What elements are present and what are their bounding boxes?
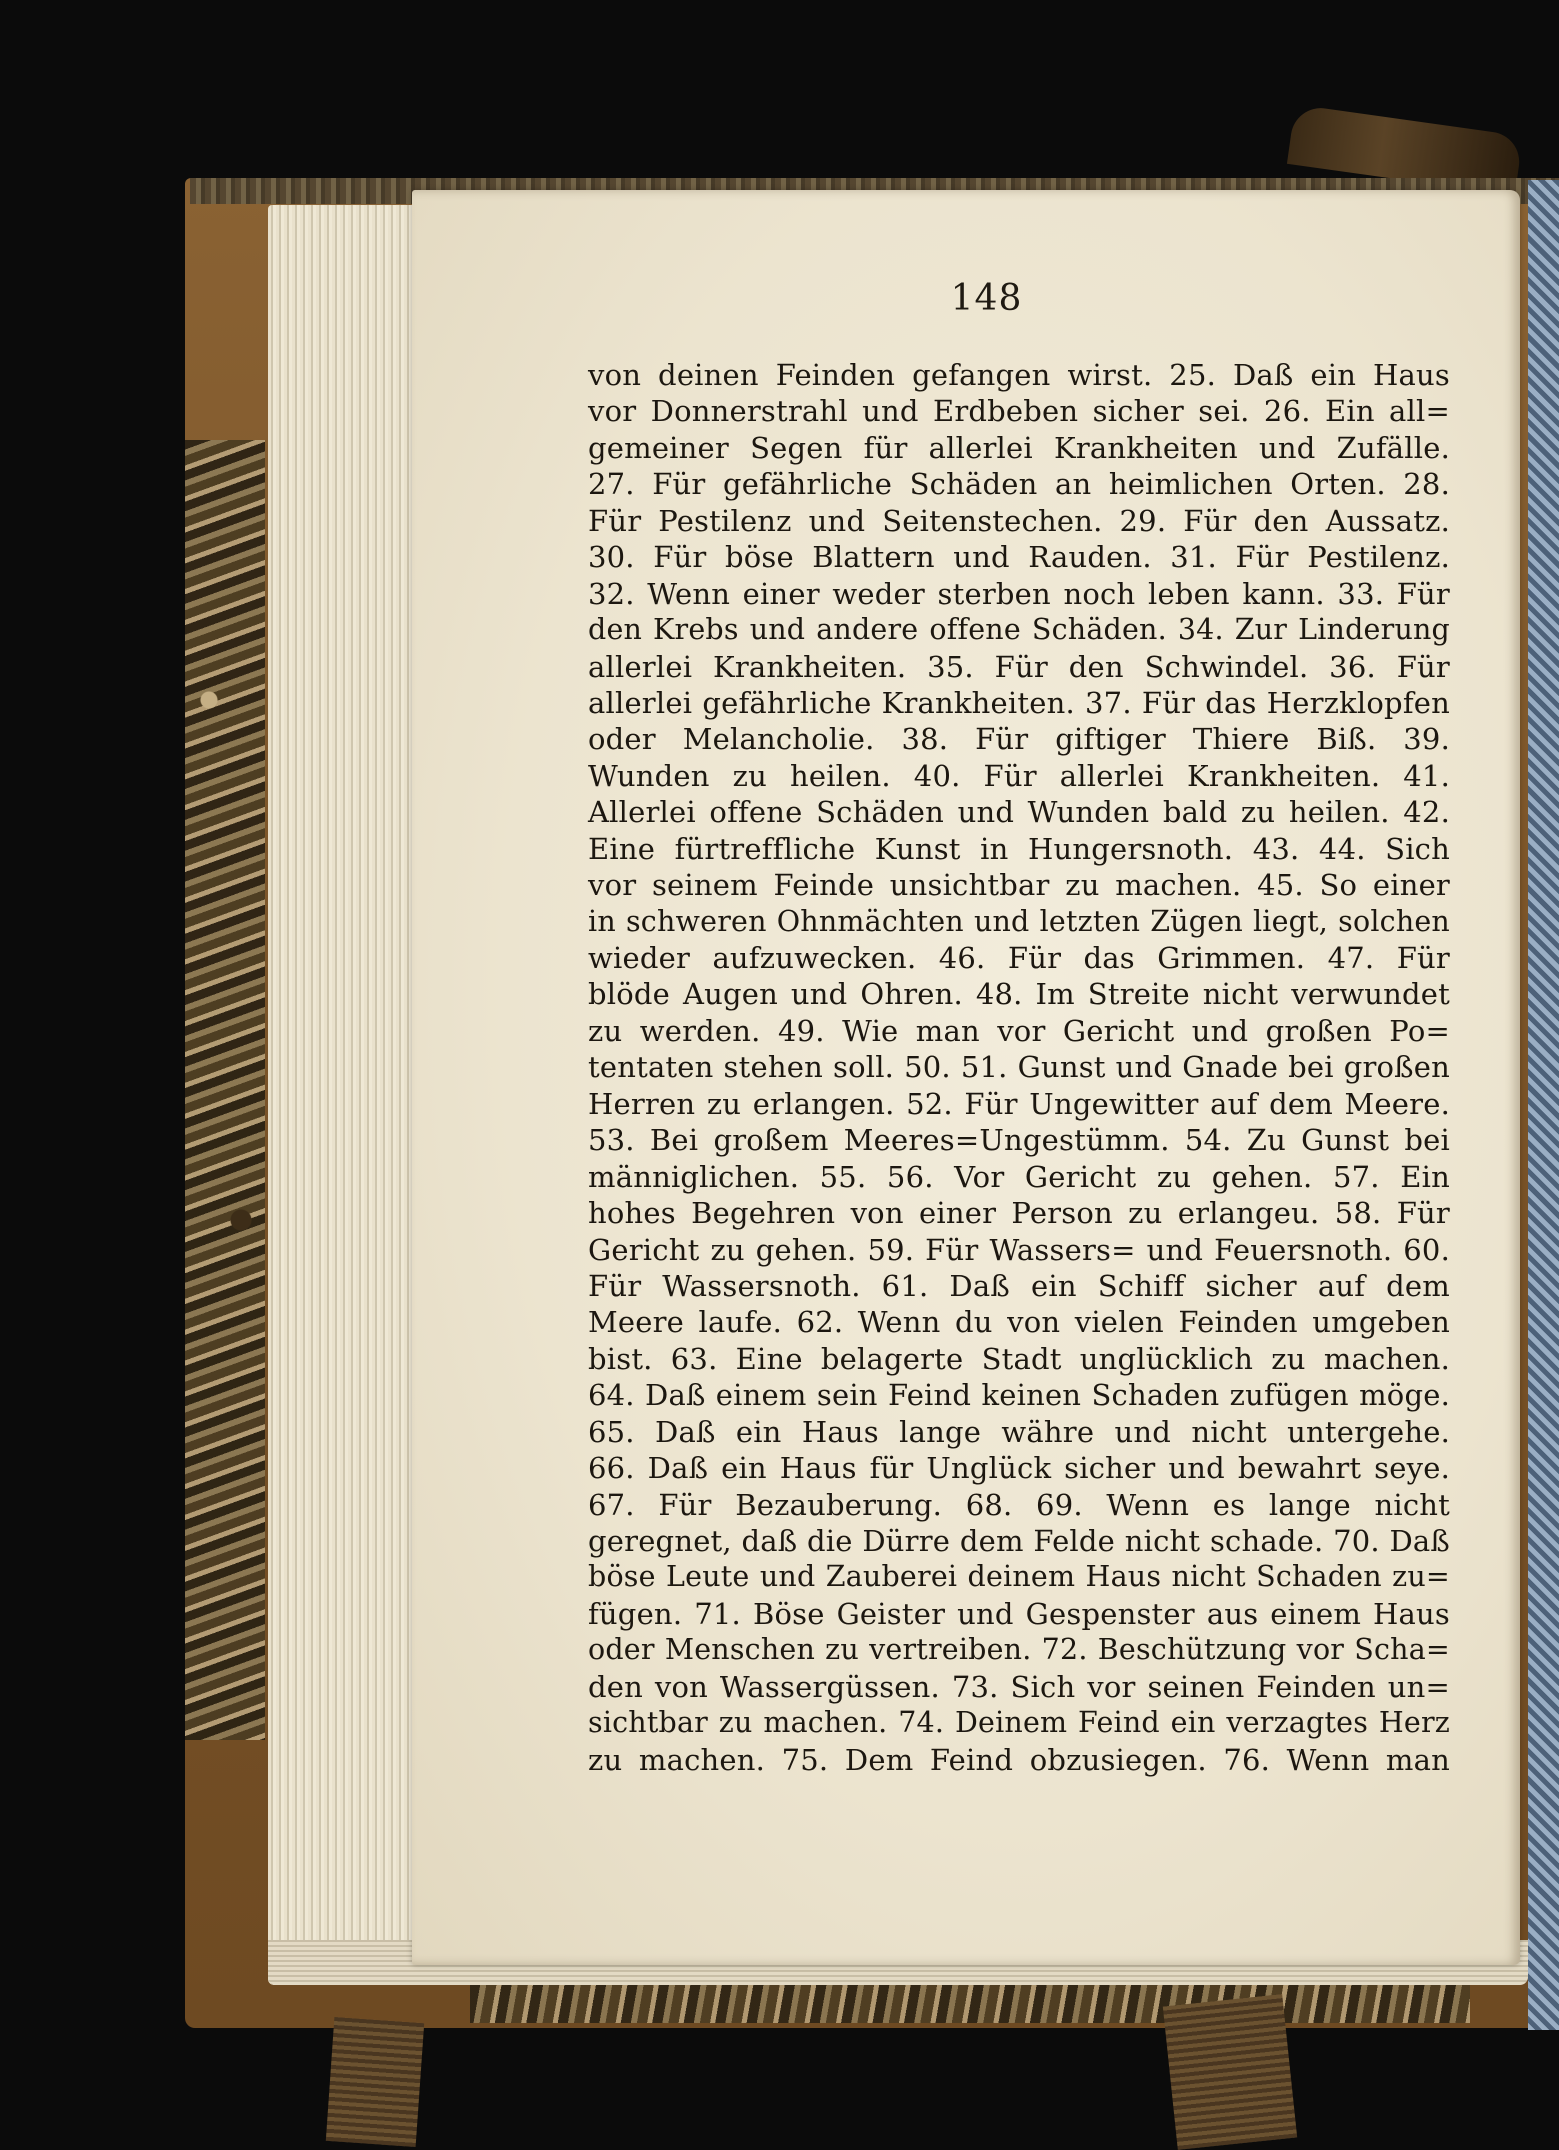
text-line: oder Menschen zu vertreiben. 72. Beschützung vor Scha= (588, 1633, 1450, 1667)
text-line: allerlei Krankheiten. 35. Für den Schwindel. 36. Für (588, 649, 1450, 684)
text-line: 64. Daß einem sein Feind keinen Schaden zufügen möge. (588, 1378, 1450, 1413)
bookmark-ribbon-bottom-left (326, 2017, 424, 2147)
page-stack-edge (268, 205, 428, 1985)
page-number-wrap (0, 278, 1559, 319)
page-text (588, 357, 1450, 1778)
text-line: vor seinem Feinde unsichtbar zu machen. 45. So einer (588, 868, 1450, 903)
text-line: Für Wassersnoth. 61. Daß ein Schiff sicher auf dem (588, 1268, 1450, 1303)
marbled-endpaper (185, 440, 265, 1740)
text-line: blöde Augen und Ohren. 48. Im Streite nicht verwundet (588, 977, 1450, 1012)
text-line: 32. Wenn einer weder sterben noch leben kann. 33. Für (588, 576, 1450, 611)
text-line: tentaten stehen soll. 50. 51. Gunst und Gnade bei großen (588, 1050, 1450, 1085)
text-line: gemeiner Segen für allerlei Krankheiten und Zufälle. (588, 430, 1450, 465)
text-line: zu werden. 49. Wie man vor Gericht und großen Po= (588, 1013, 1450, 1048)
text-line: wieder aufzuwecken. 46. Für das Grimmen. 47. Für (588, 941, 1450, 975)
text-line: fügen. 71. Böse Geister und Gespenster aus einem Haus (588, 1596, 1450, 1631)
text-line: allerlei gefährliche Krankheiten. 37. Für das Herzklopfen (588, 685, 1450, 720)
text-line: 65. Daß ein Haus lange währe und nicht untergehe. (588, 1414, 1450, 1449)
text-line: in schweren Ohnmächten und letzten Zügen liegt, solchen (588, 904, 1450, 938)
text-line: 27. Für gefährliche Schäden an heimlichen Orten. 28. (588, 467, 1450, 502)
text-line: Herren zu erlangen. 52. Für Ungewitter auf dem Meere. (588, 1086, 1450, 1121)
text-line: geregnet, daß die Dürre dem Felde nicht schade. 70. Daß (588, 1524, 1450, 1558)
marbled-bottom-edge (470, 1985, 1470, 2023)
bookmark-ribbon-bottom (1163, 1994, 1297, 2150)
text-line: Für Pestilenz und Seitenstechen. 29. Für den Aussatz. (588, 503, 1450, 538)
text-line: 66. Daß ein Haus für Unglück sicher und bewahrt seye. (588, 1451, 1450, 1486)
text-line: den Krebs und andere offene Schäden. 34. Zur Linderung (588, 613, 1450, 647)
text-line: 67. Für Bezauberung. 68. 69. Wenn es lange nicht (588, 1487, 1450, 1522)
text-line: vor Donnerstrahl und Erdbeben sicher sei. 26. Ein all= (588, 394, 1450, 429)
text-line: sichtbar zu machen. 74. Deinem Feind ein verzagtes Herz (588, 1706, 1450, 1740)
text-line: Allerlei offene Schäden und Wunden bald zu heilen. 42. (588, 795, 1450, 830)
text-line: oder Melancholie. 38. Für giftiger Thiere Biß. 39. (588, 722, 1450, 757)
text-line: 53. Bei großem Meeres=Ungestümm. 54. Zu Gunst bei (588, 1123, 1450, 1158)
text-line: Eine fürtreffliche Kunst in Hungersnoth. 43. 44. Sich (588, 831, 1450, 866)
page-number: 148 (950, 278, 1023, 319)
text-line: hohes Begehren von einer Person zu erlangeu. 58. Für (588, 1196, 1450, 1231)
text-line: männiglichen. 55. 56. Vor Gericht zu gehen. 57. Ein (588, 1159, 1450, 1194)
text-line: Wunden zu heilen. 40. Für allerlei Krankheiten. 41. (588, 758, 1450, 793)
text-line: den von Wassergüssen. 73. Sich vor seinen Feinden un= (588, 1669, 1450, 1704)
text-line: zu machen. 75. Dem Feind obzusiegen. 76. Wenn man (588, 1742, 1450, 1777)
text-line: böse Leute und Zauberei deinem Haus nicht Schaden zu= (588, 1560, 1450, 1594)
text-line: Meere laufe. 62. Wenn du von vielen Feinden umgeben (588, 1305, 1450, 1340)
text-line: Gericht zu gehen. 59. Für Wassers= und Feuersnoth. 60. (588, 1232, 1450, 1267)
text-line: von deinen Feinden gefangen wirst. 25. Daß ein Haus (588, 358, 1450, 392)
text-line: bist. 63. Eine belagerte Stadt unglücklich zu machen. (588, 1341, 1450, 1376)
cloth-edge (1528, 180, 1559, 2030)
text-line: 30. Für böse Blattern und Rauden. 31. Für Pestilenz. (588, 540, 1450, 575)
